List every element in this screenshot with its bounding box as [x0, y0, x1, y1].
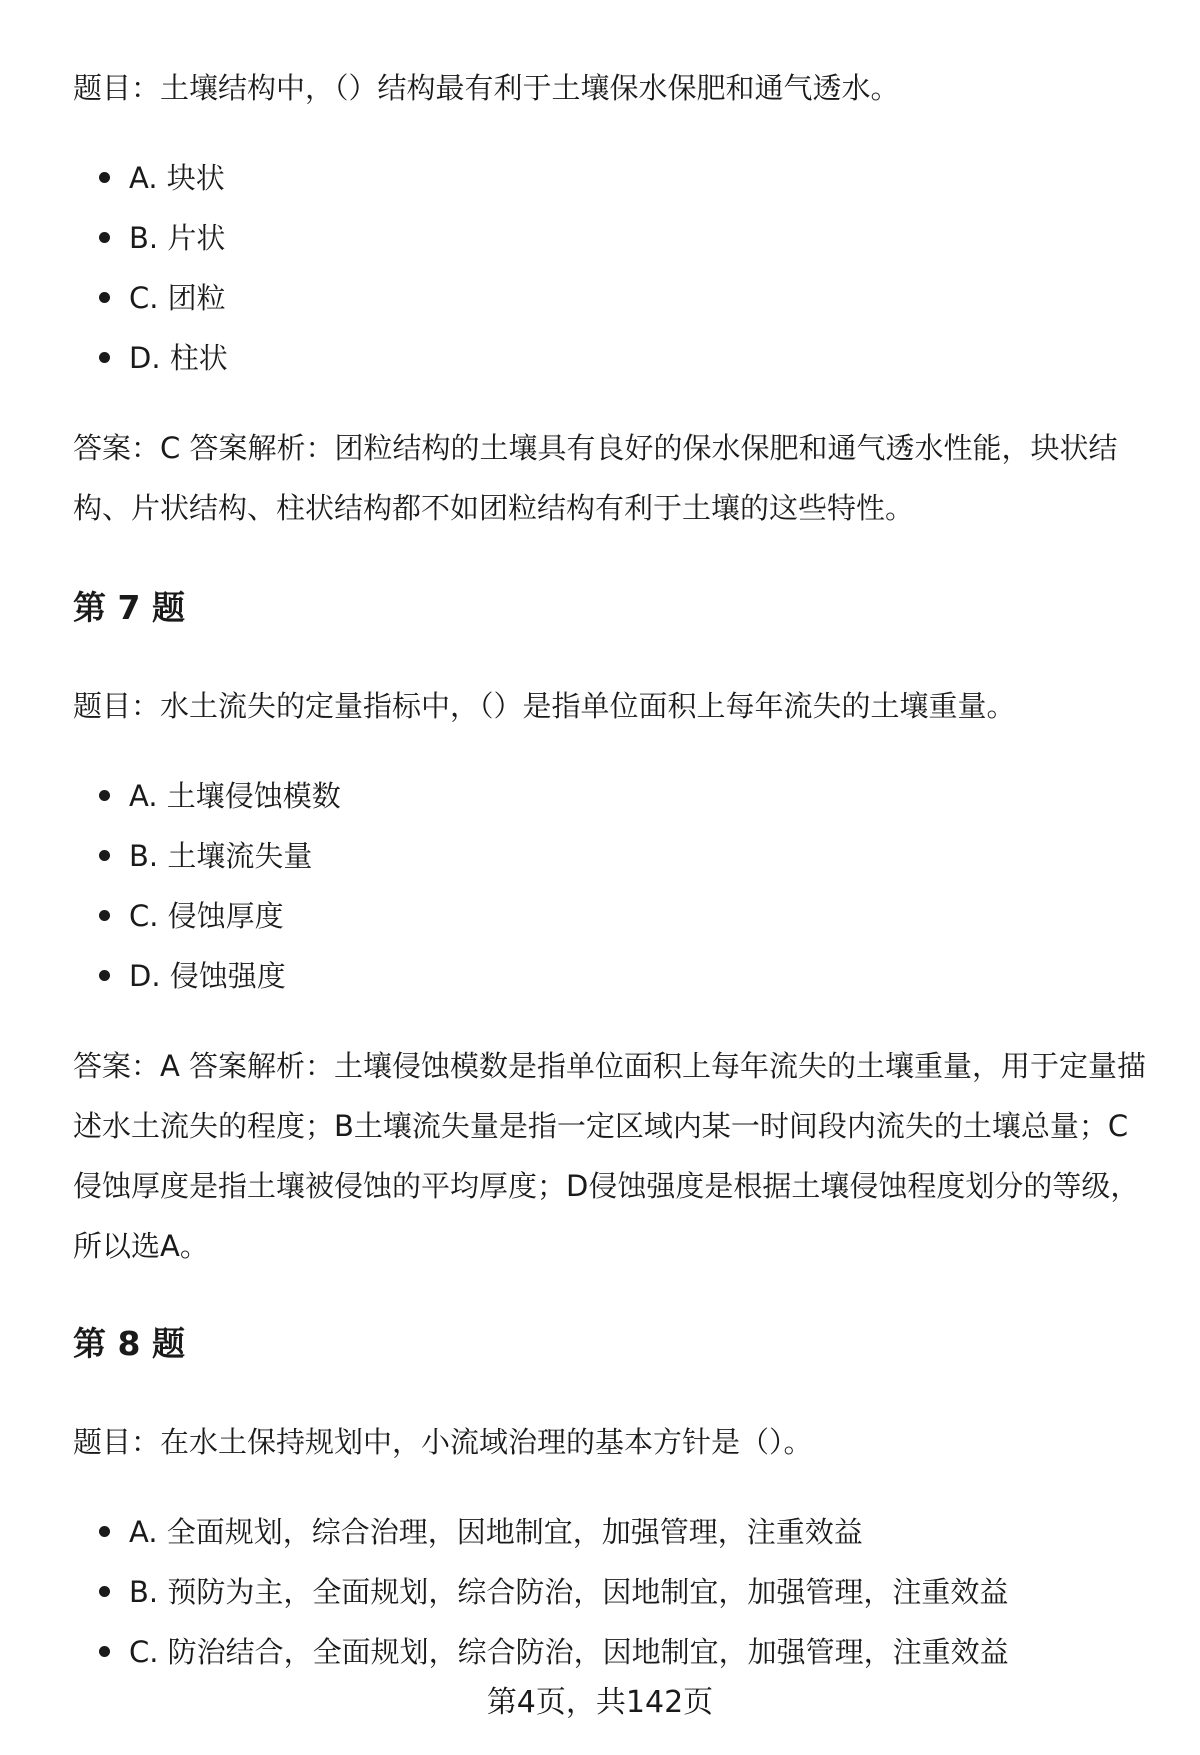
- bullet-icon: [99, 790, 110, 801]
- bullet-icon: [99, 352, 110, 363]
- option-label: C. 侵蚀厚度: [129, 899, 284, 933]
- page-number: 第4页，共142页: [486, 1685, 714, 1720]
- option-label: B. 土壤流失量: [129, 839, 313, 873]
- bullet-icon: [99, 232, 110, 243]
- question-7-heading: 第 7 题: [73, 588, 185, 627]
- option-item: [73, 956, 341, 1016]
- bullet-icon: [99, 910, 110, 921]
- bullet-icon: [99, 1646, 110, 1657]
- question-7-text: 题目：水土流失的定量指标中，（）是指单位面积上每年流失的土壤重量。: [73, 689, 1016, 723]
- bullet-icon: [99, 1526, 110, 1537]
- option-item: [73, 896, 341, 956]
- option-label: A. 块状: [129, 161, 225, 195]
- question-6-text: 题目：土壤结构中，（）结构最有利于土壤保水保肥和通气透水。: [73, 71, 900, 105]
- option-item: [73, 158, 228, 218]
- option-label: D. 柱状: [129, 341, 228, 375]
- question-6-options: [73, 158, 228, 398]
- bullet-icon: [99, 850, 110, 861]
- option-label: D. 侵蚀强度: [129, 959, 286, 993]
- question-7-options: [73, 776, 341, 1016]
- question-8-text: 题目：在水土保持规划中，小流域治理的基本方针是（）。: [73, 1425, 813, 1459]
- option-item: [73, 1572, 1009, 1632]
- option-item: [73, 278, 228, 338]
- option-item: [73, 338, 228, 398]
- question-6-answer: 答案：C 答案解析：团粒结构的土壤具有良好的保水保肥和通气透水性能，块状结构、片状结构、柱状结构都不如团粒结构有利于土壤的这些特性。: [73, 431, 1118, 525]
- question-8-options: [73, 1512, 1009, 1692]
- option-item: [73, 1512, 1009, 1572]
- bullet-icon: [99, 970, 110, 981]
- option-label: A. 土壤侵蚀模数: [129, 779, 341, 813]
- option-label: B. 片状: [129, 221, 226, 255]
- option-item: [73, 218, 228, 278]
- option-item: [73, 776, 341, 836]
- option-label: C. 防治结合，全面规划，综合防治，因地制宜，加强管理，注重效益: [129, 1635, 1009, 1669]
- question-7-answer: 答案：A 答案解析：土壤侵蚀模数是指单位面积上每年流失的土壤重量，用于定量描述水土流失的程度；B土壤流失量是指一定区域内某一时间段内流失的土壤总量；C侵蚀厚度是指土壤被侵蚀的平均厚度；D侵蚀强度是根据土壤侵蚀程度划分的等级，所以选A。: [73, 1049, 1147, 1263]
- option-item: [73, 836, 341, 896]
- question-8-heading: 第 8 题: [73, 1324, 185, 1363]
- option-label: C. 团粒: [129, 281, 226, 315]
- bullet-icon: [99, 1586, 110, 1597]
- bullet-icon: [99, 292, 110, 303]
- bullet-icon: [99, 172, 110, 183]
- option-label: B. 预防为主，全面规划，综合防治，因地制宜，加强管理，注重效益: [129, 1575, 1009, 1609]
- option-label: A. 全面规划，综合治理，因地制宜，加强管理，注重效益: [129, 1515, 863, 1549]
